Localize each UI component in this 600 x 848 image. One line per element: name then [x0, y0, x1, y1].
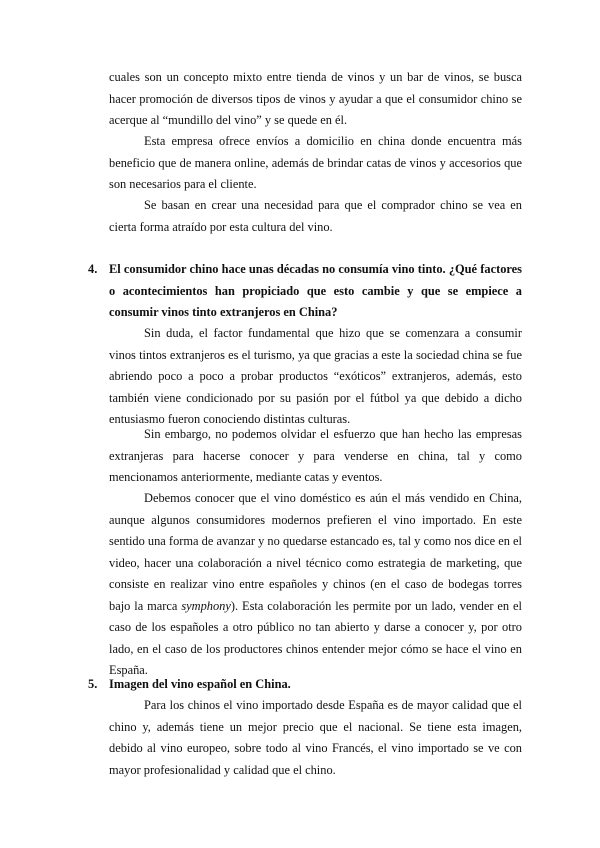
question-4-heading: [88, 259, 522, 324]
paragraph-foreign-companies: Sin embargo, no podemos olvidar el esfuerzo que han hecho las empresas extranjeras para hacerse conocer y para venderse en china, tal y como mencionamos anteriormente, mediante catas y eventos.: [109, 427, 522, 484]
question-4-number: 4.: [88, 262, 98, 276]
paragraph-domestic-wine: [109, 488, 522, 682]
paragraph-home-delivery: Esta empresa ofrece envíos a domicilio en china donde encuentra más beneficio que de manera online, además de brindar catas de vinos y accesorios que son necesarios para el cliente.: [109, 134, 522, 191]
paragraph-wine-bar-concept: cuales son un concepto mixto entre tienda de vinos y un bar de vinos, se busca hacer promoción de diversos tipos de vinos y ayudar a que el consumidor chino se acerque al “mundillo del vino” y se quede en él.: [109, 70, 522, 127]
paragraph-tourism-factor: Sin duda, el factor fundamental que hizo que se comenzara a consumir vinos tintos extranjeros es el turismo, ya que gracias a este la sociedad china se fue abriendo poco a poco a probar productos “exóticos” extranjeros, además, esto también viene condicionado por su pasión por el fútbol ya que debido a dicho entusiasmo fueron conociendo distintas culturas.: [109, 326, 522, 426]
paragraph-create-need: Se basan en crear una necesidad para que el comprador chino se vea en cierta forma atraído por esta cultura del vino.: [109, 198, 522, 234]
question-5-heading: [88, 674, 522, 696]
paragraph-domestic-wine-text-1: Debemos conocer que el vino doméstico es aún el más vendido en China, aunque algunos consumidores modernos prefieren el vino importado. En este sentido una forma de avanzar y no quedarse estancado es, tal y como nos dice en el video, hacer una colaboración a nivel técnico como estrategia de marketing, que consiste en realizar vino entre españoles y chinos (en el caso de bodegas torres bajo la marca: [109, 491, 522, 613]
question-5-text: Imagen del vino español en China.: [109, 677, 291, 691]
paragraph-spanish-wine-image: Para los chinos el vino importado desde España es de mayor calidad que el chino y, además tiene un mejor precio que el nacional. Se tiene esta imagen, debido al vino europeo, sobre todo al vino Francés, el vino importado se ve con mayor profesionalidad y calidad que el chino.: [109, 698, 522, 777]
paragraph-domestic-wine-text-2: ). Esta colaboración les permite por un lado, vender en el caso de los españoles a otro público no tan abierto y darse a conocer y, por otro lado, en el caso de los productores chinos entender mejor cómo se hace el vino en España.: [109, 598, 522, 677]
question-4-text: El consumidor chino hace unas décadas no consumía vino tinto. ¿Qué factores o acontecimientos han propiciado que esto cambie y que se empiece a consumir vinos tinto extranjeros en China?: [109, 262, 522, 319]
question-5-number: 5.: [88, 677, 98, 691]
brand-symphony: symphony: [181, 598, 231, 613]
